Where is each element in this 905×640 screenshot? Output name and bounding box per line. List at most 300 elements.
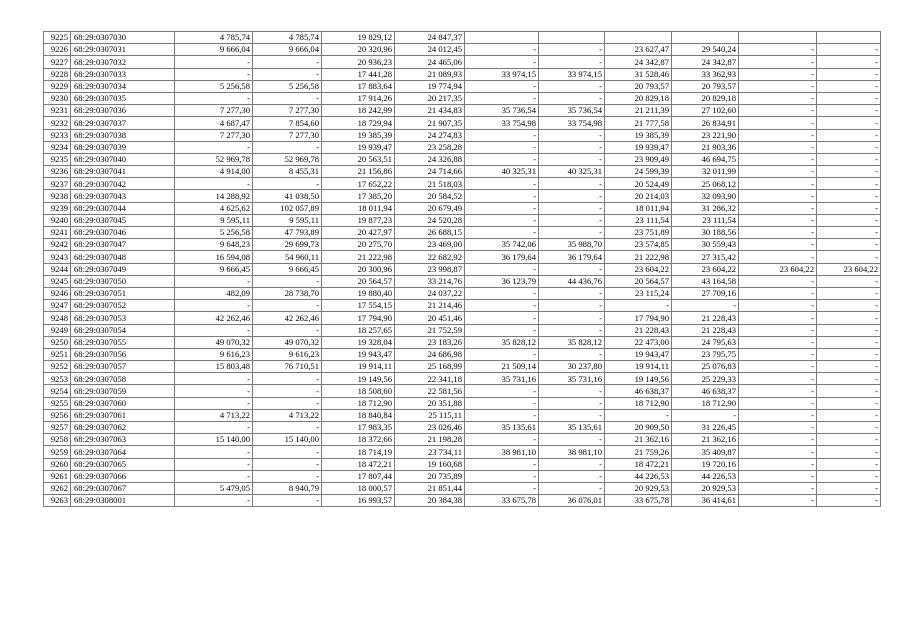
row-number-cell: 9260 xyxy=(44,458,71,470)
value-cell: - xyxy=(817,470,881,482)
value-cell: 20 735,89 xyxy=(395,470,465,482)
value-cell: - xyxy=(739,44,817,56)
value-cell: - xyxy=(539,178,605,190)
value-cell: 15 140,00 xyxy=(175,434,253,446)
value-cell: - xyxy=(817,178,881,190)
value-cell: 17 883,64 xyxy=(322,80,395,92)
value-cell: - xyxy=(465,348,539,360)
table-row xyxy=(44,68,881,80)
value-cell: 54 960,11 xyxy=(253,251,322,263)
value-cell: 21 214,46 xyxy=(395,300,465,312)
value-cell: 46 638,37 xyxy=(672,385,739,397)
table-row xyxy=(44,422,881,434)
row-number-cell: 9263 xyxy=(44,495,71,507)
value-cell: 9 666,45 xyxy=(253,263,322,275)
value-cell: - xyxy=(739,117,817,129)
table-row xyxy=(44,251,881,263)
value-cell: 5 256,58 xyxy=(175,227,253,239)
value-cell: 47 793,89 xyxy=(253,227,322,239)
value-cell: - xyxy=(175,141,253,153)
value-cell xyxy=(672,32,739,44)
value-cell: - xyxy=(817,190,881,202)
row-number-cell: 9254 xyxy=(44,385,71,397)
value-cell: 46 638,37 xyxy=(605,385,672,397)
value-cell: 24 342,87 xyxy=(605,56,672,68)
value-cell: - xyxy=(739,409,817,421)
value-cell: 9 648,23 xyxy=(175,239,253,251)
value-cell: 36 179,64 xyxy=(539,251,605,263)
value-cell xyxy=(539,32,605,44)
value-cell: 20 564,57 xyxy=(322,275,395,287)
cadastral-number-cell: 68:29:0307057 xyxy=(71,361,175,373)
value-cell: 35 135,61 xyxy=(465,422,539,434)
value-cell: - xyxy=(465,287,539,299)
value-cell: - xyxy=(739,361,817,373)
value-cell: - xyxy=(817,324,881,336)
value-cell: - xyxy=(539,80,605,92)
value-cell: - xyxy=(739,80,817,92)
value-cell: - xyxy=(817,422,881,434)
cadastral-number-cell: 68:29:0307062 xyxy=(71,422,175,434)
value-cell: 7 854,60 xyxy=(253,117,322,129)
value-cell: 19 774,94 xyxy=(395,80,465,92)
table-row xyxy=(44,263,881,275)
cadastral-number-cell: 68:29:0307066 xyxy=(71,470,175,482)
value-cell: - xyxy=(175,397,253,409)
value-cell xyxy=(739,32,817,44)
value-cell: - xyxy=(739,202,817,214)
value-cell: - xyxy=(817,80,881,92)
value-cell: - xyxy=(817,361,881,373)
cadastral-number-cell: 68:29:0307065 xyxy=(71,458,175,470)
cadastral-number-cell: 68:29:0307049 xyxy=(71,263,175,275)
value-cell: 49 070,32 xyxy=(175,336,253,348)
value-cell: 8 455,31 xyxy=(253,166,322,178)
row-number-cell: 9247 xyxy=(44,300,71,312)
value-cell: 19 939,47 xyxy=(322,141,395,153)
value-cell: - xyxy=(739,434,817,446)
value-cell: 36 123,79 xyxy=(465,275,539,287)
value-cell: 35 828,12 xyxy=(465,336,539,348)
value-cell: 35 736,54 xyxy=(465,105,539,117)
value-cell: - xyxy=(739,287,817,299)
value-cell: 24 599,39 xyxy=(605,166,672,178)
value-cell: - xyxy=(739,129,817,141)
row-number-cell: 9248 xyxy=(44,312,71,324)
value-cell: 27 315,42 xyxy=(672,251,739,263)
value-cell: 43 164,58 xyxy=(672,275,739,287)
value-cell: - xyxy=(739,214,817,226)
value-cell: - xyxy=(817,214,881,226)
row-number-cell: 9246 xyxy=(44,287,71,299)
value-cell: 20 351,88 xyxy=(395,397,465,409)
value-cell: - xyxy=(253,300,322,312)
value-cell: 18 257,65 xyxy=(322,324,395,336)
value-cell: 21 759,26 xyxy=(605,446,672,458)
value-cell: 21 228,43 xyxy=(672,324,739,336)
cadastral-number-cell: 68:29:0307035 xyxy=(71,92,175,104)
row-number-cell: 9231 xyxy=(44,105,71,117)
value-cell: 14 288,92 xyxy=(175,190,253,202)
value-cell: 4 713,22 xyxy=(253,409,322,421)
value-cell: 23 627,47 xyxy=(605,44,672,56)
value-cell: 42 262,46 xyxy=(253,312,322,324)
value-cell: - xyxy=(539,458,605,470)
value-cell: 23 183,26 xyxy=(395,336,465,348)
value-cell: 20 829,18 xyxy=(605,92,672,104)
row-number-cell: 9226 xyxy=(44,44,71,56)
value-cell: 28 738,70 xyxy=(253,287,322,299)
value-cell: 17 914,26 xyxy=(322,92,395,104)
table-row xyxy=(44,300,881,312)
value-cell: - xyxy=(817,348,881,360)
value-cell: 23 026,46 xyxy=(395,422,465,434)
value-cell: - xyxy=(817,446,881,458)
value-cell: - xyxy=(465,482,539,494)
cadastral-number-cell: 68:29:0307038 xyxy=(71,129,175,141)
value-cell: 17 441,28 xyxy=(322,68,395,80)
value-cell: - xyxy=(739,324,817,336)
value-cell: - xyxy=(253,275,322,287)
cadastral-number-cell: 68:29:0307048 xyxy=(71,251,175,263)
value-cell: 21 509,14 xyxy=(465,361,539,373)
value-cell: - xyxy=(539,312,605,324)
value-cell: - xyxy=(465,434,539,446)
value-cell: 21 362,16 xyxy=(672,434,739,446)
value-cell: - xyxy=(605,409,672,421)
row-number-cell: 9262 xyxy=(44,482,71,494)
value-cell: - xyxy=(175,324,253,336)
cadastral-number-cell: 68:29:0307034 xyxy=(71,80,175,92)
value-cell: - xyxy=(817,239,881,251)
value-cell: 33 362,93 xyxy=(672,68,739,80)
value-cell: 17 794,90 xyxy=(322,312,395,324)
value-cell: - xyxy=(739,458,817,470)
value-cell: - xyxy=(465,178,539,190)
cadastral-number-cell: 68:29:0307061 xyxy=(71,409,175,421)
value-cell: 18 712,90 xyxy=(322,397,395,409)
value-cell: 24 037,22 xyxy=(395,287,465,299)
value-cell: - xyxy=(539,300,605,312)
value-cell: - xyxy=(739,336,817,348)
value-cell: - xyxy=(253,141,322,153)
value-cell: - xyxy=(175,56,253,68)
value-cell: 20 793,57 xyxy=(605,80,672,92)
value-cell: 25 068,12 xyxy=(672,178,739,190)
value-cell: 4 625,62 xyxy=(175,202,253,214)
value-cell: 33 675,78 xyxy=(605,495,672,507)
value-cell: 26 688,15 xyxy=(395,227,465,239)
value-cell: 76 710,51 xyxy=(253,361,322,373)
row-number-cell: 9251 xyxy=(44,348,71,360)
value-cell: - xyxy=(739,422,817,434)
value-cell: 23 111,54 xyxy=(672,214,739,226)
cadastral-number-cell: 68:29:0307039 xyxy=(71,141,175,153)
value-cell: 27 709,16 xyxy=(672,287,739,299)
value-cell: 23 221,90 xyxy=(672,129,739,141)
cadastral-number-cell: 68:29:0307051 xyxy=(71,287,175,299)
value-cell: 4 785,74 xyxy=(175,32,253,44)
value-cell: 24 520,28 xyxy=(395,214,465,226)
value-cell: - xyxy=(539,227,605,239)
table-row xyxy=(44,227,881,239)
row-number-cell: 9243 xyxy=(44,251,71,263)
value-cell: 17 807,44 xyxy=(322,470,395,482)
value-cell: 20 214,03 xyxy=(605,190,672,202)
row-number-cell: 9233 xyxy=(44,129,71,141)
cadastral-number-cell: 68:29:0307042 xyxy=(71,178,175,190)
cadastral-number-cell: 68:29:0307044 xyxy=(71,202,175,214)
row-number-cell: 9237 xyxy=(44,178,71,190)
value-cell: 19 829,12 xyxy=(322,32,395,44)
value-cell: 35 988,70 xyxy=(539,239,605,251)
value-cell: - xyxy=(539,214,605,226)
row-number-cell: 9249 xyxy=(44,324,71,336)
value-cell: 33 974,15 xyxy=(539,68,605,80)
value-cell: 5 256,58 xyxy=(253,80,322,92)
value-cell: - xyxy=(465,470,539,482)
table-row xyxy=(44,166,881,178)
row-number-cell: 9232 xyxy=(44,117,71,129)
value-cell: 20 584,52 xyxy=(395,190,465,202)
value-cell: - xyxy=(175,470,253,482)
value-cell: 22 682,92 xyxy=(395,251,465,263)
value-cell: - xyxy=(253,422,322,434)
cadastral-number-cell: 68:29:0307052 xyxy=(71,300,175,312)
table-row xyxy=(44,178,881,190)
value-cell: - xyxy=(253,68,322,80)
value-cell: 7 277,30 xyxy=(175,105,253,117)
cadastral-number-cell: 68:29:0307054 xyxy=(71,324,175,336)
value-cell: - xyxy=(465,190,539,202)
value-cell: 17 652,22 xyxy=(322,178,395,190)
data-table xyxy=(43,31,881,507)
value-cell: - xyxy=(175,446,253,458)
value-cell: 44 226,53 xyxy=(605,470,672,482)
value-cell: 18 712,90 xyxy=(605,397,672,409)
cadastral-number-cell: 68:29:0307043 xyxy=(71,190,175,202)
value-cell: 21 222,98 xyxy=(605,251,672,263)
value-cell: 21 228,43 xyxy=(672,312,739,324)
value-cell: - xyxy=(465,92,539,104)
value-cell: 20 564,57 xyxy=(605,275,672,287)
value-cell: 24 326,88 xyxy=(395,153,465,165)
value-cell: - xyxy=(739,312,817,324)
value-cell: - xyxy=(539,470,605,482)
row-number-cell: 9235 xyxy=(44,153,71,165)
value-cell: - xyxy=(175,300,253,312)
value-cell: 24 847,37 xyxy=(395,32,465,44)
value-cell: - xyxy=(817,312,881,324)
value-cell: - xyxy=(539,202,605,214)
table-row xyxy=(44,361,881,373)
value-cell: 23 604,22 xyxy=(605,263,672,275)
row-number-cell: 9234 xyxy=(44,141,71,153)
value-cell: 20 929,53 xyxy=(605,482,672,494)
value-cell: - xyxy=(253,495,322,507)
value-cell: - xyxy=(465,214,539,226)
value-cell: 9 595,11 xyxy=(175,214,253,226)
row-number-cell: 9236 xyxy=(44,166,71,178)
table-row xyxy=(44,141,881,153)
value-cell: - xyxy=(817,336,881,348)
value-cell: 15 140,00 xyxy=(253,434,322,446)
value-cell: - xyxy=(817,92,881,104)
value-cell: 27 102,60 xyxy=(672,105,739,117)
value-cell: 18 472,21 xyxy=(605,458,672,470)
table-row xyxy=(44,32,881,44)
value-cell: - xyxy=(253,56,322,68)
cadastral-number-cell: 68:29:0307053 xyxy=(71,312,175,324)
value-cell: 24 714,66 xyxy=(395,166,465,178)
cadastral-number-cell: 68:29:0307047 xyxy=(71,239,175,251)
value-cell: - xyxy=(253,397,322,409)
value-cell: - xyxy=(175,275,253,287)
value-cell: 22 473,00 xyxy=(605,336,672,348)
value-cell: 33 754,98 xyxy=(465,117,539,129)
value-cell: - xyxy=(175,178,253,190)
value-cell: 19 877,23 xyxy=(322,214,395,226)
value-cell: - xyxy=(817,117,881,129)
value-cell: - xyxy=(739,56,817,68)
value-cell: 9 666,45 xyxy=(175,263,253,275)
value-cell: - xyxy=(817,373,881,385)
value-cell: - xyxy=(465,141,539,153)
value-cell: - xyxy=(817,275,881,287)
value-cell: 52 969,78 xyxy=(253,153,322,165)
row-number-cell: 9230 xyxy=(44,92,71,104)
value-cell: 44 226,53 xyxy=(672,470,739,482)
table-row xyxy=(44,190,881,202)
value-cell: - xyxy=(817,495,881,507)
value-cell: 35 409,87 xyxy=(672,446,739,458)
value-cell: 5 479,05 xyxy=(175,482,253,494)
value-cell: - xyxy=(253,446,322,458)
value-cell: - xyxy=(739,482,817,494)
table-row xyxy=(44,470,881,482)
table-row xyxy=(44,385,881,397)
table-row xyxy=(44,409,881,421)
value-cell: 9 616,23 xyxy=(253,348,322,360)
value-cell: 31 226,45 xyxy=(672,422,739,434)
value-cell: - xyxy=(465,44,539,56)
value-cell: - xyxy=(739,446,817,458)
value-cell: - xyxy=(465,300,539,312)
value-cell: - xyxy=(817,129,881,141)
row-number-cell: 9225 xyxy=(44,32,71,44)
value-cell: - xyxy=(175,92,253,104)
table-row xyxy=(44,129,881,141)
value-cell: 23 734,11 xyxy=(395,446,465,458)
value-cell: 25 076,83 xyxy=(672,361,739,373)
row-number-cell: 9244 xyxy=(44,263,71,275)
cadastral-number-cell: 68:29:0307050 xyxy=(71,275,175,287)
value-cell: 20 217,35 xyxy=(395,92,465,104)
value-cell: 7 277,30 xyxy=(175,129,253,141)
value-cell: - xyxy=(739,190,817,202)
row-number-cell: 9245 xyxy=(44,275,71,287)
value-cell: 35 736,54 xyxy=(539,105,605,117)
value-cell: 19 720,16 xyxy=(672,458,739,470)
value-cell: - xyxy=(465,263,539,275)
value-cell: 19 160,68 xyxy=(395,458,465,470)
value-cell: - xyxy=(739,251,817,263)
cadastral-number-cell: 68:29:0307040 xyxy=(71,153,175,165)
value-cell: 18 000,57 xyxy=(322,482,395,494)
value-cell: 9 666,04 xyxy=(175,44,253,56)
value-cell: - xyxy=(817,287,881,299)
row-number-cell: 9259 xyxy=(44,446,71,458)
value-cell: 52 969,78 xyxy=(175,153,253,165)
value-cell: 24 274,83 xyxy=(395,129,465,141)
value-cell: - xyxy=(175,373,253,385)
value-cell xyxy=(605,32,672,44)
value-cell: 18 729,94 xyxy=(322,117,395,129)
value-cell: 19 385,39 xyxy=(322,129,395,141)
value-cell: - xyxy=(465,129,539,141)
table-row xyxy=(44,44,881,56)
value-cell: 16 993,57 xyxy=(322,495,395,507)
value-cell: 20 451,46 xyxy=(395,312,465,324)
value-cell: - xyxy=(817,397,881,409)
table-row xyxy=(44,373,881,385)
row-number-cell: 9238 xyxy=(44,190,71,202)
row-number-cell: 9240 xyxy=(44,214,71,226)
table-row xyxy=(44,80,881,92)
cadastral-number-cell: 68:29:0307060 xyxy=(71,397,175,409)
value-cell: 5 256,58 xyxy=(175,80,253,92)
value-cell: 21 903,36 xyxy=(672,141,739,153)
value-cell: 30 559,43 xyxy=(672,239,739,251)
value-cell: - xyxy=(539,129,605,141)
value-cell: - xyxy=(739,470,817,482)
value-cell: - xyxy=(465,56,539,68)
row-number-cell: 9256 xyxy=(44,409,71,421)
value-cell: 36 076,01 xyxy=(539,495,605,507)
value-cell: 35 135,61 xyxy=(539,422,605,434)
value-cell: 17 983,35 xyxy=(322,422,395,434)
value-cell: 20 320,96 xyxy=(322,44,395,56)
value-cell: 24 795,63 xyxy=(672,336,739,348)
row-number-cell: 9241 xyxy=(44,227,71,239)
cadastral-number-cell: 68:29:0307030 xyxy=(71,32,175,44)
value-cell: - xyxy=(817,68,881,80)
value-cell: - xyxy=(539,324,605,336)
value-cell: - xyxy=(465,153,539,165)
value-cell: 21 156,86 xyxy=(322,166,395,178)
value-cell: 20 929,53 xyxy=(672,482,739,494)
value-cell: 21 228,43 xyxy=(605,324,672,336)
row-number-cell: 9253 xyxy=(44,373,71,385)
value-cell: 36 179,64 xyxy=(465,251,539,263)
value-cell: 18 714,19 xyxy=(322,446,395,458)
value-cell: 21 851,44 xyxy=(395,482,465,494)
row-number-cell: 9258 xyxy=(44,434,71,446)
value-cell: - xyxy=(253,458,322,470)
value-cell: - xyxy=(539,287,605,299)
value-cell: 32 093,90 xyxy=(672,190,739,202)
cadastral-number-cell: 68:29:0307064 xyxy=(71,446,175,458)
value-cell: 7 277,30 xyxy=(253,105,322,117)
row-number-cell: 9242 xyxy=(44,239,71,251)
cadastral-number-cell: 68:29:0307032 xyxy=(71,56,175,68)
value-cell: - xyxy=(739,105,817,117)
value-cell: - xyxy=(817,385,881,397)
value-cell: 20 563,51 xyxy=(322,153,395,165)
value-cell: 19 149,56 xyxy=(605,373,672,385)
value-cell: 23 469,00 xyxy=(395,239,465,251)
value-cell: 21 211,39 xyxy=(605,105,672,117)
